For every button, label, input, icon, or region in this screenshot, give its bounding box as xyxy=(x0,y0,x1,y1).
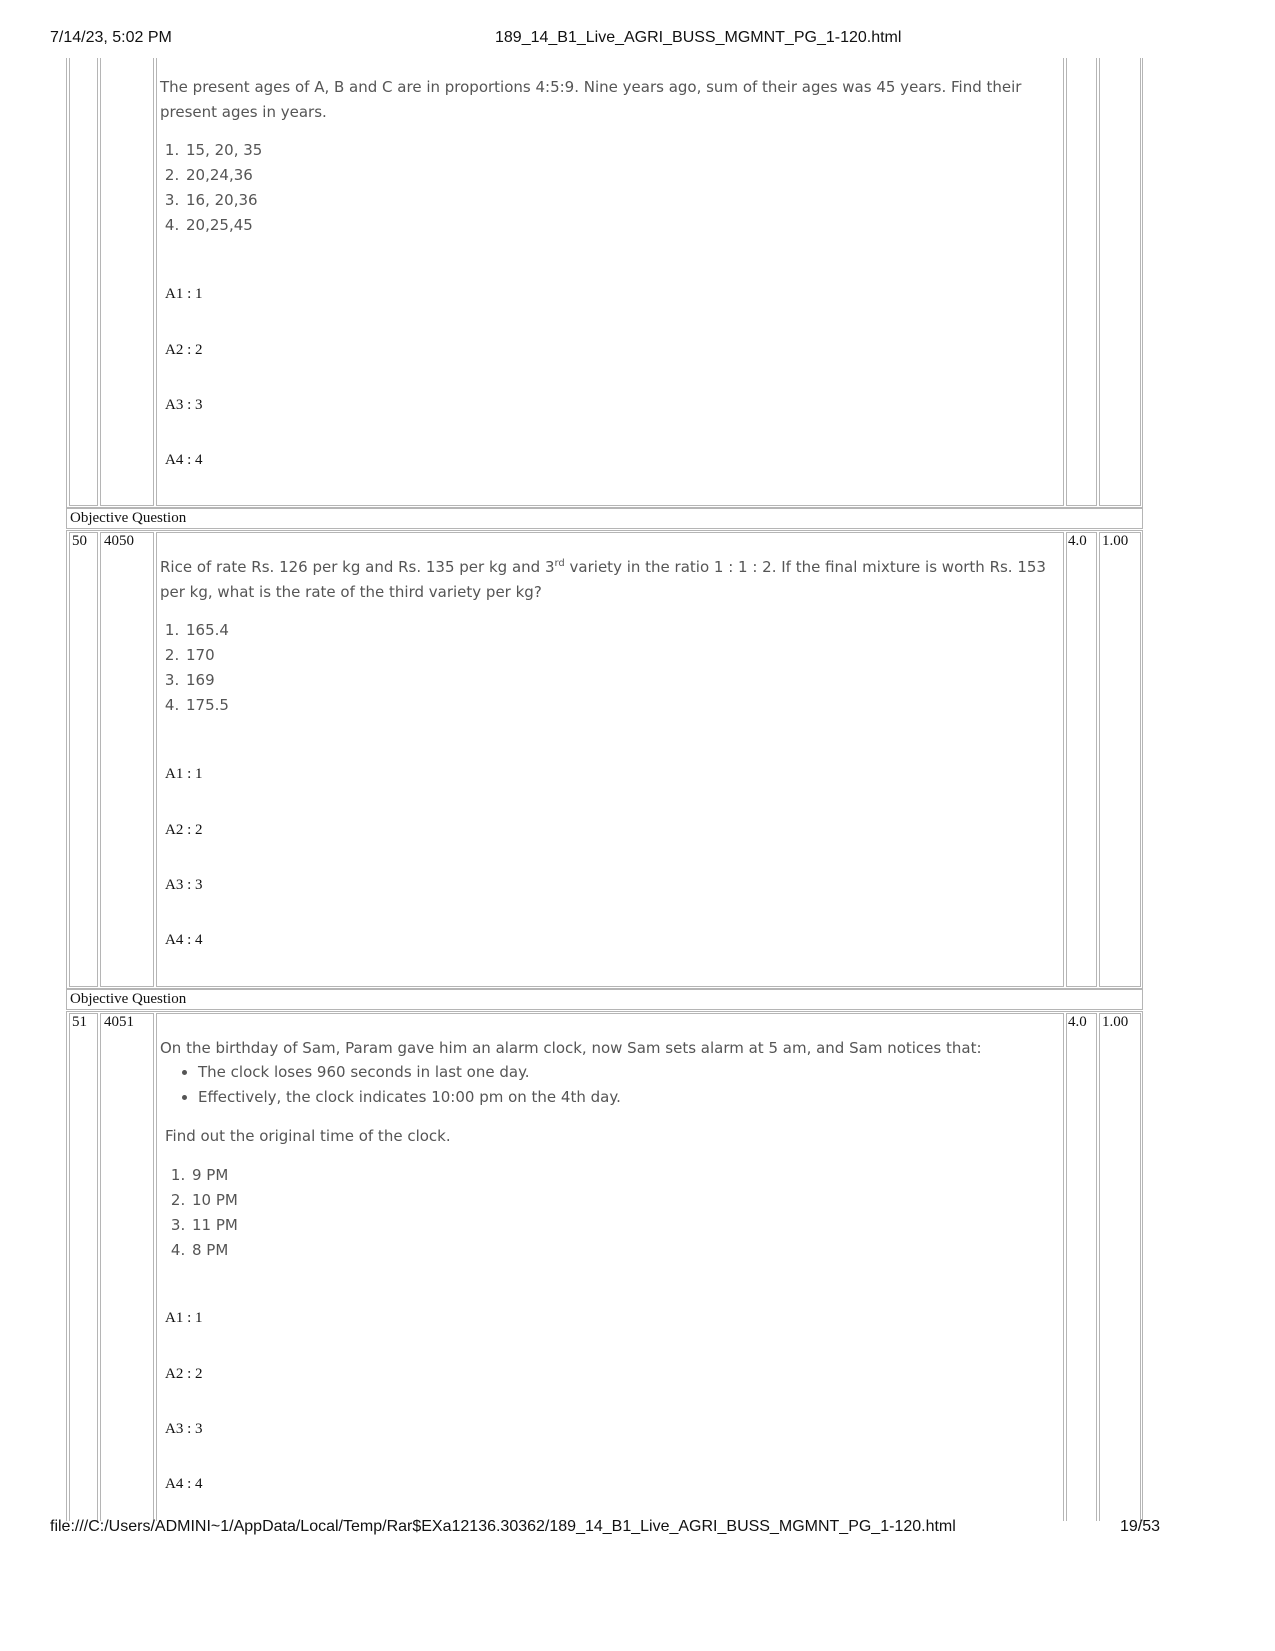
question-type-row xyxy=(66,989,1143,1010)
question-text-part: Rice of rate Rs. 126 per kg and Rs. 135 per kg and 3 xyxy=(160,558,555,576)
bullet-item: • The clock loses 960 seconds in last one day. xyxy=(198,1060,621,1085)
answer-key: A1 : 1 xyxy=(165,286,203,302)
option-item: 4. 20,25,45 xyxy=(184,213,262,238)
option-item: 2. 20,24,36 xyxy=(184,163,262,188)
question-cell xyxy=(156,58,1064,506)
serial-number: 51 xyxy=(72,1014,87,1030)
document-title: 189_14_B1_Live_AGRI_BUSS_MGMNT_PG_1-120.html xyxy=(495,29,902,46)
question-id: 4051 xyxy=(104,1014,134,1030)
file-path: file:///C:/Users/ADMINI~1/AppData/Local/Temp/Rar$EXa12136.30362/189_14_B1_Live_AGRI_BUSS_MGMNT_PG_1-120.html xyxy=(50,1518,956,1535)
marks-value: 4.0 xyxy=(1068,533,1087,549)
answer-key: A1 : 1 xyxy=(165,1310,203,1326)
sno-cell xyxy=(69,532,98,987)
option-item: 4. 175.5 xyxy=(184,693,229,718)
option-item: 3. 16, 20,36 xyxy=(184,188,262,213)
bullet-item: • Effectively, the clock indicates 10:00 pm on the 4th day. xyxy=(198,1085,621,1110)
option-item: 2. 10 PM xyxy=(190,1188,238,1213)
options-list xyxy=(156,618,229,718)
question-intro: On the birthday of Sam, Param gave him an alarm clock, now Sam sets alarm at 5 am, and Sam notices that: xyxy=(160,1039,982,1057)
option-item: 3. 169 xyxy=(184,668,229,693)
question-text xyxy=(160,555,1060,605)
answer-key: A2 : 2 xyxy=(165,342,203,358)
page-number: 19/53 xyxy=(1120,1518,1161,1535)
marks-cell xyxy=(1066,58,1097,506)
negative-marks-cell xyxy=(1099,532,1141,987)
serial-number: 50 xyxy=(72,533,87,549)
answer-key: A4 : 4 xyxy=(165,1476,203,1492)
question-text-part: variety in the ratio 1 : 1 : 2. If the final mixture is worth Rs. 153 per kg, what is the rate of the third variety per kg? xyxy=(160,558,1046,601)
answer-key: A3 : 3 xyxy=(165,397,203,413)
options-list xyxy=(162,1163,238,1263)
qid-cell xyxy=(100,1013,154,1521)
option-item: 3. 11 PM xyxy=(190,1213,238,1238)
marks-cell xyxy=(1066,532,1097,987)
negative-marks-cell xyxy=(1099,58,1141,506)
option-item: 1. 15, 20, 35 xyxy=(184,138,262,163)
question-id: 4050 xyxy=(104,533,134,549)
qid-cell xyxy=(100,58,154,506)
answer-key: A2 : 2 xyxy=(165,1366,203,1382)
answer-key: A4 : 4 xyxy=(165,932,203,948)
option-item: 2. 170 xyxy=(184,643,229,668)
negative-marks-cell xyxy=(1099,1013,1141,1521)
answer-key: A3 : 3 xyxy=(165,877,203,893)
bullet-list xyxy=(156,1060,621,1110)
answer-key: A4 : 4 xyxy=(165,452,203,468)
options-list xyxy=(156,138,262,238)
qid-cell xyxy=(100,532,154,987)
answer-key: A2 : 2 xyxy=(165,822,203,838)
answer-key: A3 : 3 xyxy=(165,1421,203,1437)
negative-marks-value: 1.00 xyxy=(1102,533,1129,549)
question-type-label: Objective Question xyxy=(70,510,187,526)
sno-cell xyxy=(69,58,98,506)
question-type-label: Objective Question xyxy=(70,991,187,1007)
superscript: rd xyxy=(554,558,565,569)
marks-value: 4.0 xyxy=(1068,1014,1087,1030)
question-text: The present ages of A, B and C are in proportions 4:5:9. Nine years ago, sum of their ages was 45 years. Find their present ages in years. xyxy=(160,78,1022,121)
print-datetime: 7/14/23, 5:02 PM xyxy=(50,29,172,46)
negative-marks-value: 1.00 xyxy=(1102,1014,1129,1030)
option-item: 4. 8 PM xyxy=(190,1238,238,1263)
option-item: 1. 9 PM xyxy=(190,1163,238,1188)
question-text: Find out the original time of the clock. xyxy=(165,1127,451,1145)
marks-cell xyxy=(1066,1013,1097,1521)
question-type-row xyxy=(66,508,1143,529)
answer-key: A1 : 1 xyxy=(165,766,203,782)
sno-cell xyxy=(69,1013,98,1521)
option-item: 1. 165.4 xyxy=(184,618,229,643)
